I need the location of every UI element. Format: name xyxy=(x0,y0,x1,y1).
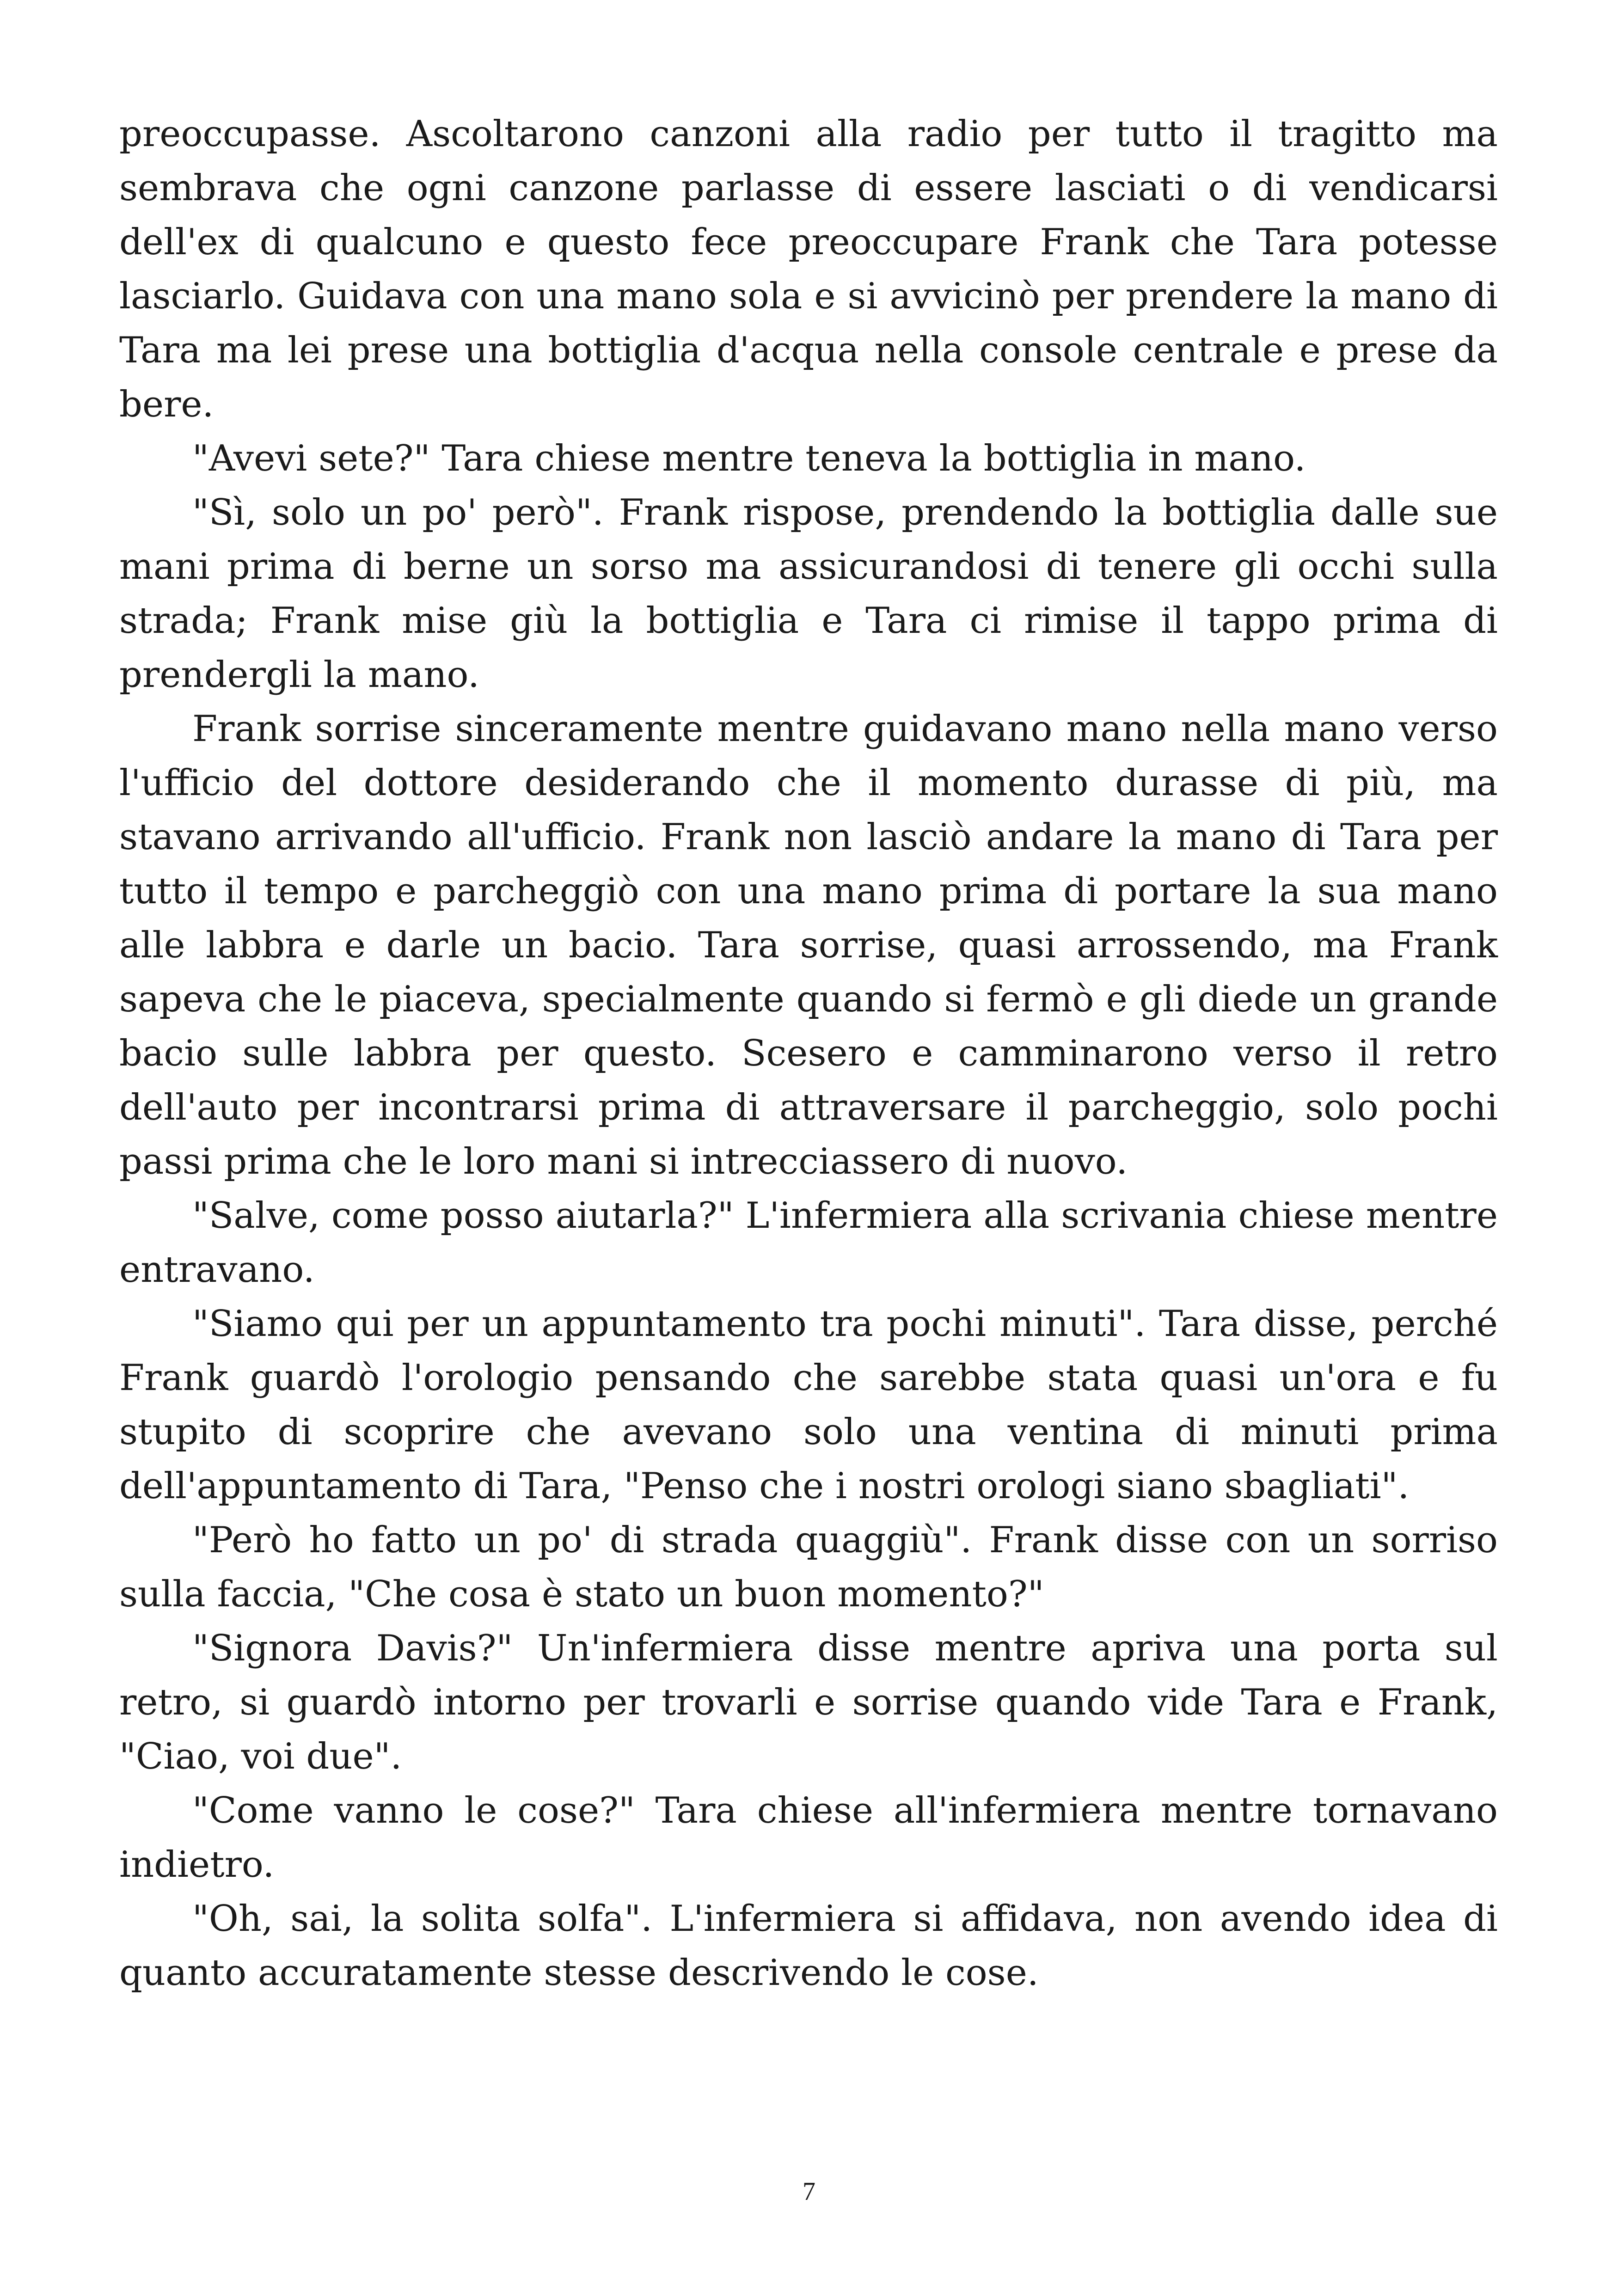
paragraph: "Sì, solo un po' però". Frank rispose, prendendo la bottiglia dalle sue mani prima di berne un sorso ma assicurandosi di tenere gli occhi sulla strada; Frank mise giù la bottiglia e Tara ci rimise il tappo prima di prendergli la mano. xyxy=(119,492,1498,696)
paragraph: "Siamo qui per un appuntamento tra pochi minuti". Tara disse, perché Frank guardò l'orologio pensando che sarebbe stata quasi un'ora e fu stupito di scoprire che avevano solo una ventina di minuti prima dell'appuntamento di Tara, "Penso che i nostri orologi siano sbagliati". xyxy=(119,1303,1498,1507)
paragraph: "Avevi sete?" Tara chiese mentre teneva la bottiglia in mano. xyxy=(192,438,1306,479)
paragraph: "Salve, come posso aiutarla?" L'infermiera alla scrivania chiese mentre entravano. xyxy=(119,1195,1498,1291)
paragraph: "Signora Davis?" Un'infermiera disse mentre apriva una porta sul retro, si guardò intorno per trovarli e sorrise quando vide Tara e Frank, "Ciao, voi due". xyxy=(119,1628,1498,1777)
paragraph: "Come vanno le cose?" Tara chiese all'infermiera mentre tornavano indietro. xyxy=(119,1790,1498,1886)
page-number: 7 xyxy=(803,2177,815,2206)
paragraph: Frank sorrise sinceramente mentre guidavano mano nella mano verso l'ufficio del dottore desiderando che il momento durasse di più, ma stavano arrivando all'ufficio. Frank non lasciò andare la mano di Tara per tutto il tempo e parcheggiò con una mano prima di portare la sua mano alle labbra e darle un bacio. Tara sorrise, quasi arrossendo, ma Frank sapeva che le piaceva, specialmente quando si fermò e gli diede un grande bacio sulle labbra per questo. Scesero e camminarono verso il retro dell'auto per incontrarsi prima di attraversare il parcheggio, solo pochi passi prima che le loro mani si intrecciassero di nuovo. xyxy=(119,708,1498,1182)
paragraph: "Però ho fatto un po' di strada quaggiù". Frank disse con un sorriso sulla faccia, "Che cosa è stato un buon momento?" xyxy=(119,1519,1498,1615)
body-text xyxy=(119,107,1498,2000)
paragraph: preoccupasse. Ascoltarono canzoni alla radio per tutto il tragitto ma sembrava che ogni canzone parlasse di essere lasciati o di vendicarsi dell'ex di qualcuno e questo fece preoccupare Frank che Tara potesse lasciarlo. Guidava con una mano sola e si avvicinò per prendere la mano di Tara ma lei prese una bottiglia d'acqua nella console centrale e prese da bere. xyxy=(119,113,1498,425)
paragraph: "Oh, sai, la solita solfa". L'infermiera si affidava, non avendo idea di quanto accuratamente stesse descrivendo le cose. xyxy=(119,1898,1498,1994)
